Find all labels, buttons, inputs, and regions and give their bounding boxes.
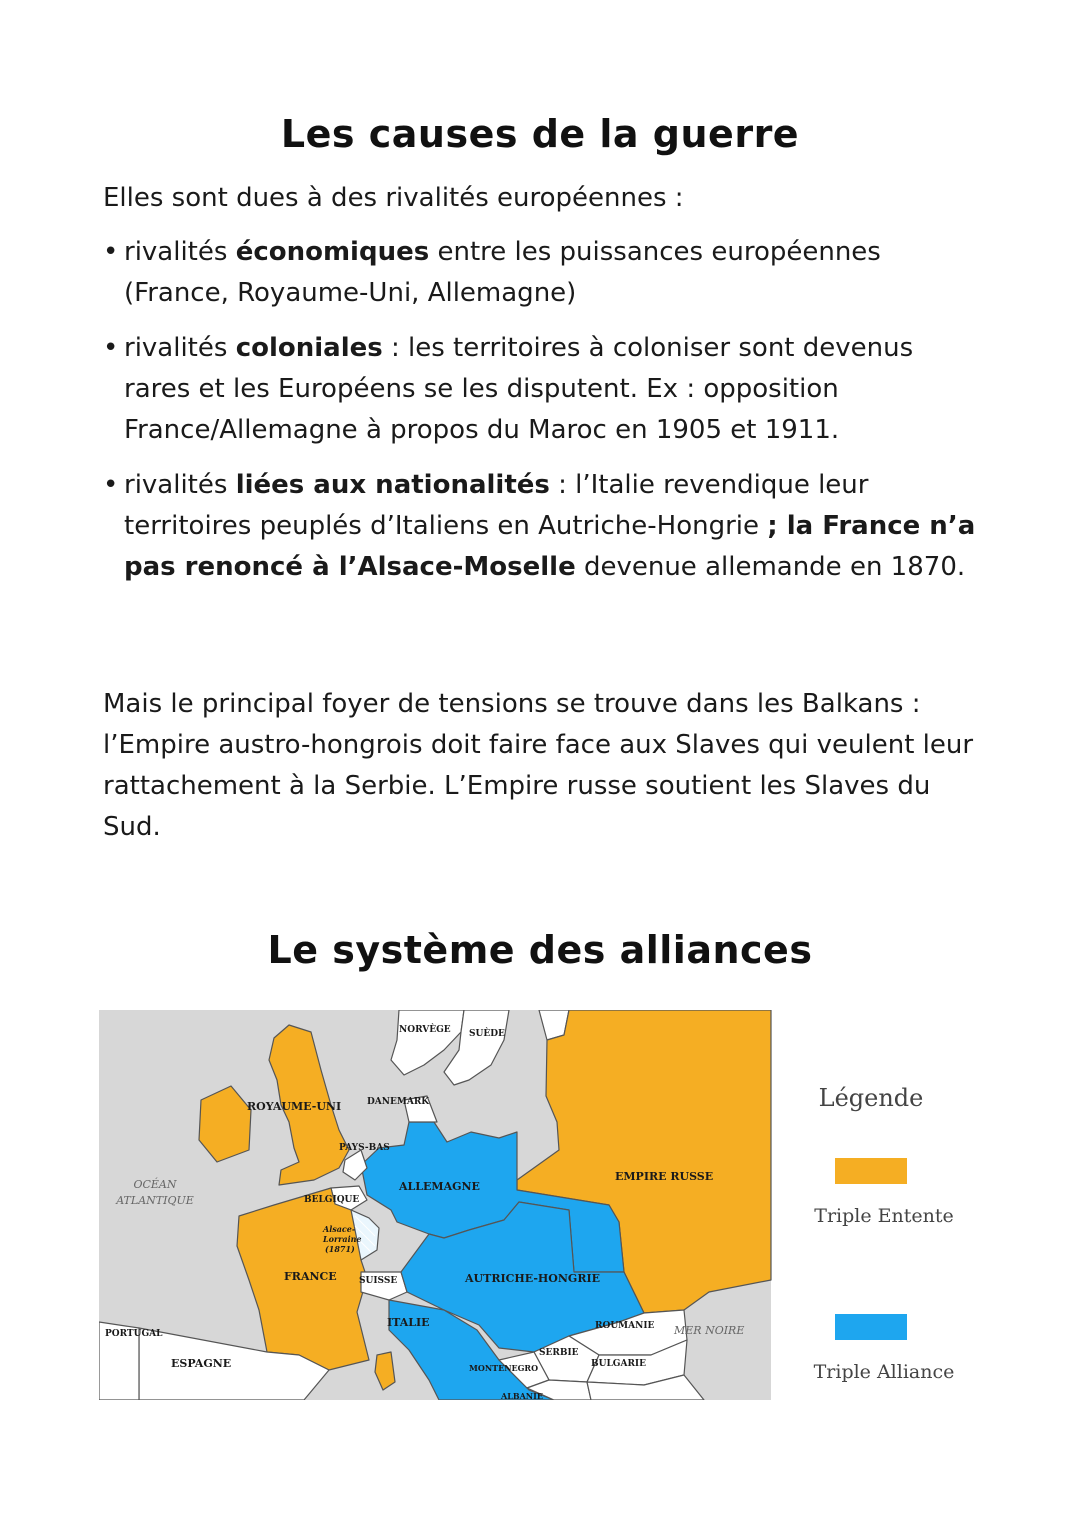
keyword-economic: économiques [235,237,430,267]
legend-label-alliance: Triple Alliance [813,1361,955,1383]
legend-swatch-alliance [835,1314,907,1340]
label-bulgarie: BULGARIE [591,1359,647,1369]
label-belgique: BELGIQUE [304,1195,360,1205]
label-mer-noire: MER NOIRE [674,1324,745,1337]
label-norvege: NORVÈGE [399,1025,451,1035]
label-empire-russe: EMPIRE RUSSE [615,1170,714,1183]
label-albanie: ALBANIE [501,1391,543,1400]
label-autriche-hongrie: AUTRICHE-HONGRIE [465,1272,600,1285]
intro-text: Elles sont dues à des rivalités européennes : [103,183,684,213]
label-pays-bas: PAYS-BAS [339,1143,390,1153]
label-royaume-uni: ROYAUME-UNI [247,1100,342,1113]
label-serbie: SERBIE [539,1348,579,1358]
section-title-alliances: Le système des alliances [267,928,813,972]
balkans-paragraph: Mais le principal foyer de tensions se trouve dans les Balkans : l’Empire austro-hongrois doit faire face aux Slaves qui veulent leur rattachement à la Serbie. L’Empire russe soutient les Slaves du Sud. [103,689,974,842]
label-roumanie: ROUMANIE [595,1321,655,1331]
label-suisse: SUISSE [359,1276,398,1286]
label-portugal: PORTUGAL [105,1329,163,1339]
legend-title: Légende [818,1084,924,1112]
legend-label-entente: Triple Entente [814,1205,954,1227]
label-france: FRANCE [284,1270,337,1283]
label-alsace-line3: (1871) [325,1244,355,1254]
label-danemark: DANEMARK [367,1097,430,1107]
rivalries-list [103,232,983,602]
alliances-map [99,1010,969,1400]
keyword-colonial: coloniales [235,333,383,363]
label-ocean-line2: ATLANTIQUE [116,1194,194,1207]
label-italie: ITALIE [387,1316,430,1329]
label-ocean-line1: OCÉAN [133,1178,177,1191]
list-item-nationalities: • rivalités liées aux nationalités : l’Italie revendique leur territoires peuplés d’Italiens en Autriche-Hongrie ; la France n’a pas renoncé à l’Alsace-Moselle devenue allemande en 1870. [103,465,983,588]
keyword-nationalities: liées aux nationalités [235,470,550,500]
list-item-colonial: • rivalités coloniales : les territoires à coloniser sont devenus rares et les Européens se les disputent. Ex : opposition France/Allemagne à propos du Maroc en 1905 et 1911. [103,328,983,451]
list-item-economic: • rivalités économiques entre les puissances européennes (France, Royaume-Uni, Allemagne) [103,232,983,314]
section-title-causes: Les causes de la guerre [280,112,800,156]
label-suede: SUÈDE [469,1029,505,1039]
label-allemagne: ALLEMAGNE [399,1180,480,1193]
legend-swatch-entente [835,1158,907,1184]
label-alsace-line1: Alsace- [323,1224,356,1234]
label-alsace-line2: Lorraine [323,1234,362,1244]
label-espagne: ESPAGNE [171,1357,232,1370]
keyword-alsace: ; la France n’a pas renoncé à l’Alsace-Moselle [124,511,976,582]
label-montenegro: MONTENEGRO [469,1363,539,1373]
